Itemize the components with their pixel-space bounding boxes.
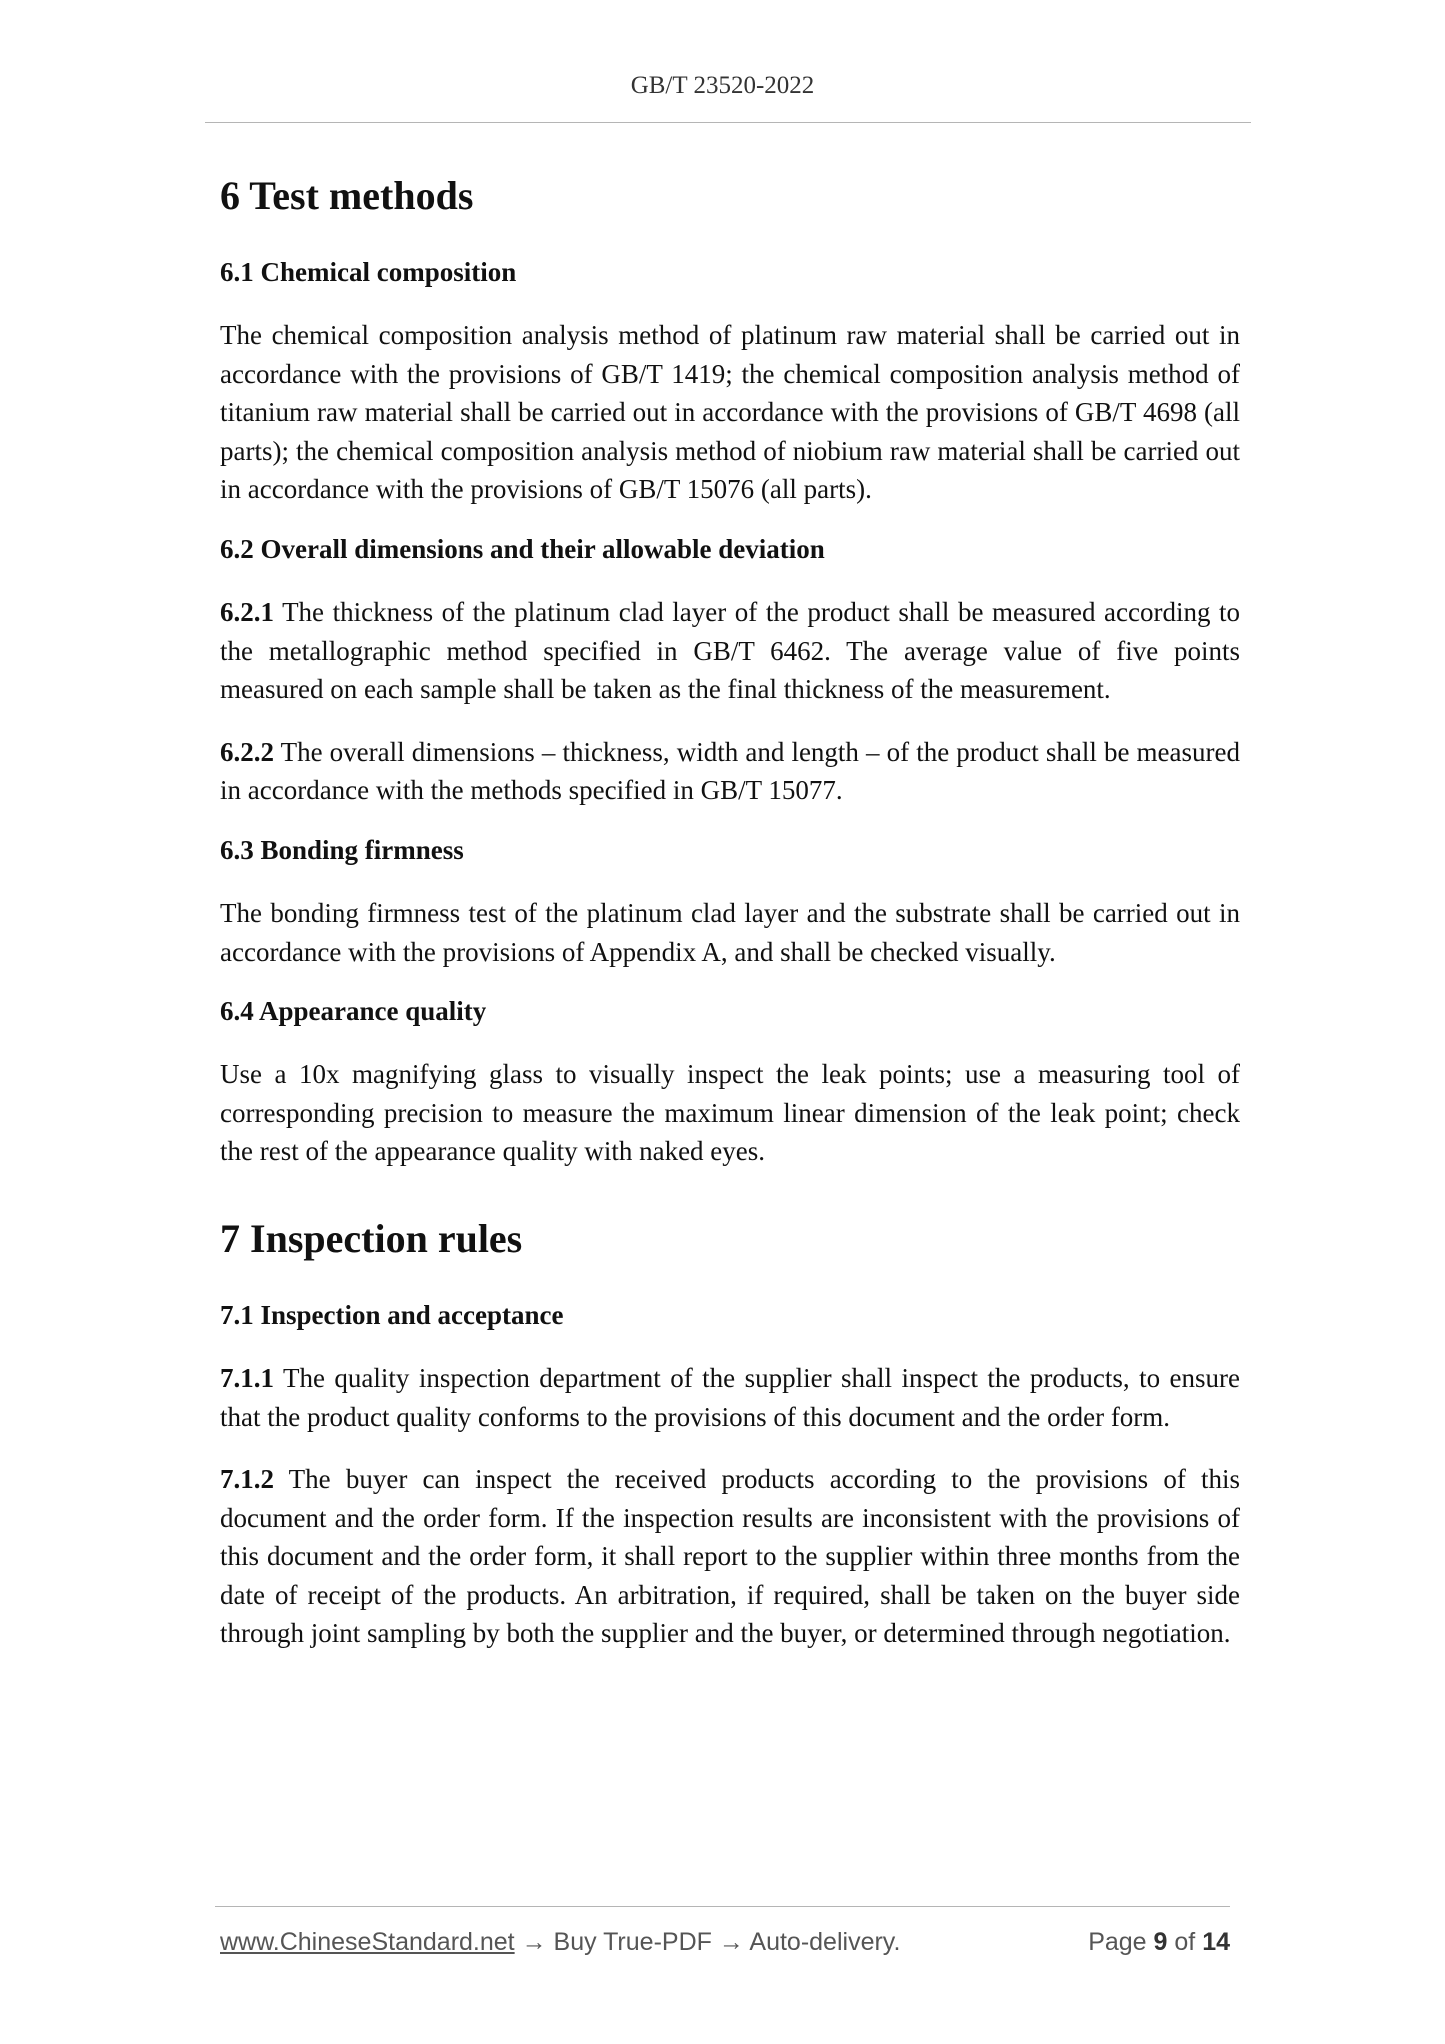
- section-7-1-heading: 7.1 Inspection and acceptance: [220, 1299, 564, 1330]
- section-6-4-heading: 6.4 Appearance quality: [220, 996, 487, 1027]
- footer-divider: [215, 1906, 1230, 1907]
- clause-text: The thickness of the platinum clad layer of the product shall be measured according to the metallographic method specified in GB/T 6462. The average value of five points measured on each sample shall be taken as the final thickness of the measurement.: [220, 596, 1240, 705]
- document-body: [220, 168, 1240, 1653]
- clause-6-2-1: [220, 593, 1240, 709]
- page-label: Page: [1088, 1928, 1154, 1956]
- section-6-3-heading: 6.3 Bonding firmness: [220, 834, 464, 865]
- clause-text: The buyer can inspect the received products according to the provisions of this document and the order form. If the inspection results are inconsistent with the provisions of this document and the order form, it shall report to the supplier within three months from the date of receipt of the products. An arbitration, if required, shall be taken on the buyer side through joint sampling by both the supplier and the buyer, or determined through negotiation.: [220, 1464, 1240, 1649]
- clause-number: 7.1.1: [220, 1362, 274, 1393]
- clause-number: 6.2.1: [220, 596, 274, 627]
- document-code: GB/T 23520-2022: [630, 72, 815, 99]
- page-current: 9: [1153, 1928, 1168, 1956]
- clause-text: The quality inspection department of the supplier shall inspect the products, to ensure that the product quality conforms to the provisions of this document and the order form.: [220, 1362, 1240, 1432]
- section-6-1-paragraph: The chemical composition analysis method of platinum raw material shall be carried out in accordance with the provisions of GB/T 1419; the chemical composition analysis method of titanium raw material shall be carried out in accordance with the provisions of GB/T 4698 (all parts); the chemical composition analysis method of niobium raw material shall be carried out in accordance with the provisions of GB/T 15076 (all parts).: [220, 320, 1240, 505]
- page-indicator: [1088, 1924, 1230, 1960]
- footer-tagline: → Buy True-PDF → Auto-delivery.: [514, 1928, 901, 1956]
- page-total: 14: [1202, 1928, 1230, 1956]
- section-6-3-paragraph: The bonding firmness test of the platinum clad layer and the substrate shall be carried out in accordance with the provisions of Appendix A, and shall be checked visually.: [220, 897, 1240, 967]
- clause-text: The overall dimensions – thickness, width and length – of the product shall be measured in accordance with the methods specified in GB/T 15077.: [220, 736, 1240, 806]
- section-7-heading: 7 Inspection rules: [220, 1215, 523, 1261]
- section-6-4-paragraph: Use a 10x magnifying glass to visually inspect the leak points; use a measuring tool of corresponding precision to measure the maximum linear dimension of the leak point; check the rest of the appearance quality with naked eyes.: [220, 1059, 1240, 1167]
- clause-number: 6.2.2: [220, 736, 274, 767]
- clause-7-1-1: [220, 1359, 1240, 1436]
- header-divider: [205, 122, 1251, 123]
- website-link[interactable]: www.ChineseStandard.net: [220, 1928, 515, 1956]
- section-6-2-heading: 6.2 Overall dimensions and their allowable deviation: [220, 533, 825, 564]
- page-footer: [220, 1924, 1230, 1960]
- clause-7-1-2: [220, 1460, 1240, 1653]
- clause-6-2-2: [220, 733, 1240, 810]
- page-of: of: [1167, 1928, 1203, 1956]
- clause-number: 7.1.2: [220, 1464, 274, 1495]
- section-6-heading: 6 Test methods: [220, 173, 474, 218]
- section-6-1-heading: 6.1 Chemical composition: [220, 257, 517, 287]
